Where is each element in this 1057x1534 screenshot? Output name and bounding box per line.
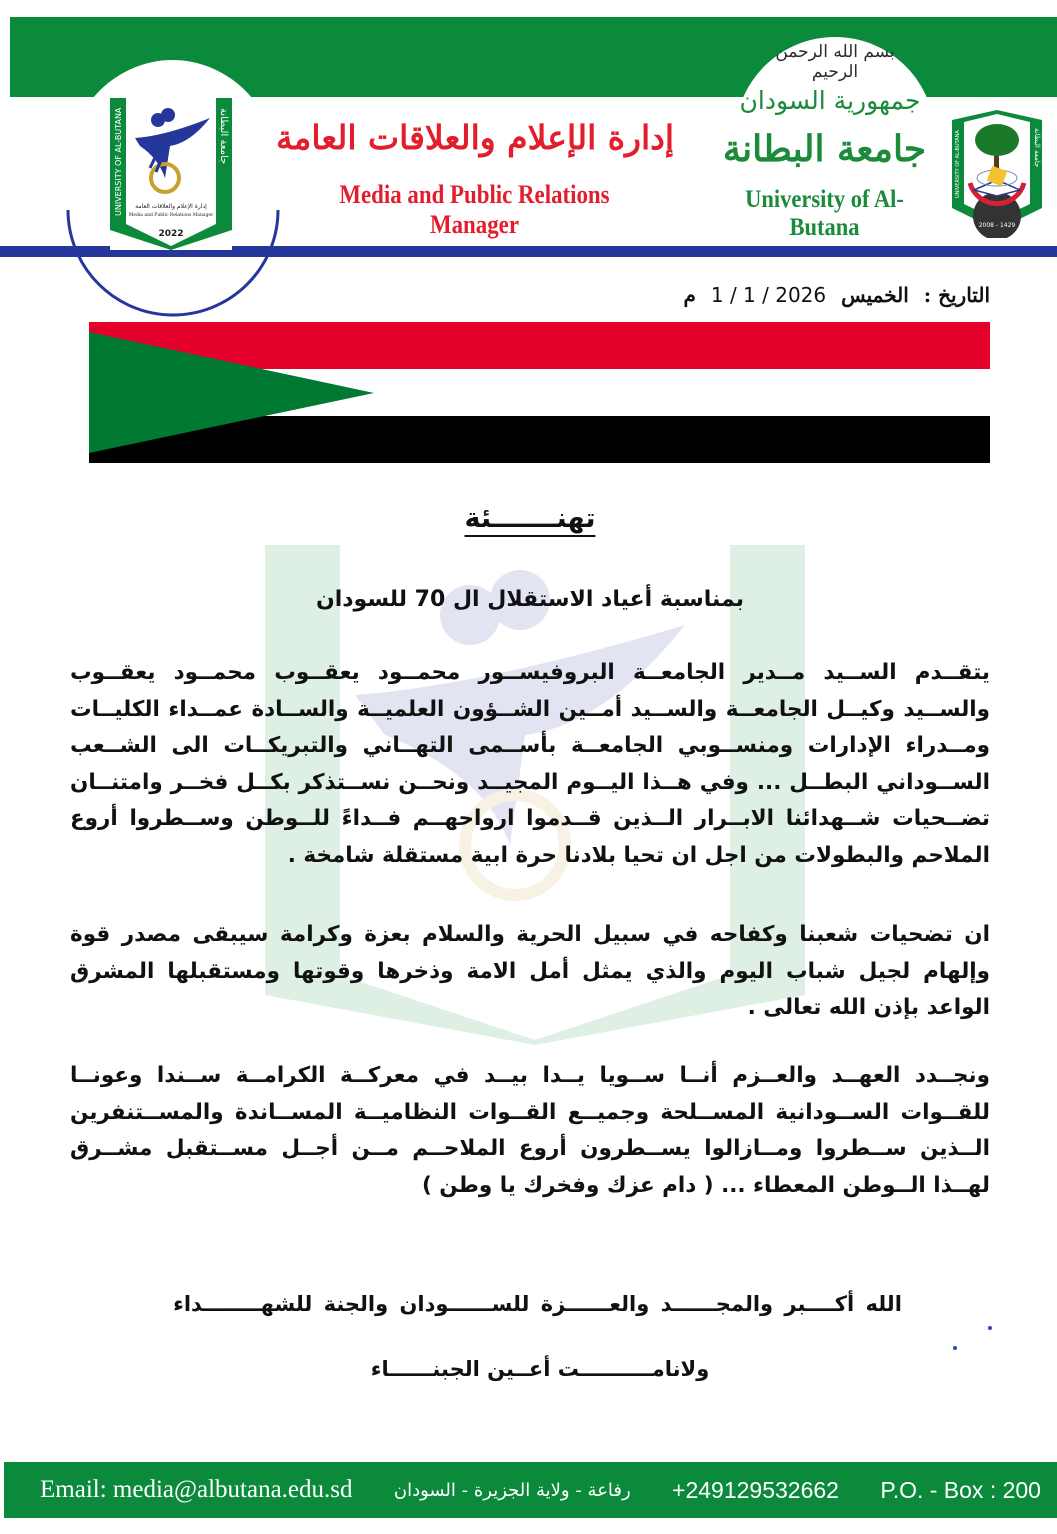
department-name-arabic: إدارة الإعلام والعلاقات العامة <box>275 118 675 157</box>
university-name-arabic: جامعة البطانة <box>722 128 927 170</box>
sudan-flag <box>89 322 990 463</box>
date-label: التاريخ : <box>923 283 990 307</box>
left-logo-side-ar: جامعة البطانة <box>218 108 229 165</box>
republic-name: جمهورية السودان <box>739 86 921 115</box>
date-value: 1 / 1 / 2026 <box>710 283 827 307</box>
left-logo-caption-en: Media and Public Relations Manager <box>128 213 214 218</box>
department-name-english: Media and Public Relations Manager <box>339 180 610 239</box>
paragraph-3: ونجــدد العهــد والعــزم أنــا ســويا يــدا بيــد في معركــة الكرامــة ســندا وعونــا للقــوات الســودانية المســلحة وجميــع القــوات النظاميــة المســاندة والمســتنفرين الــذين ســطروا ومــازالوا يســطرون أروع الملاحــم مــن أجــل مســتقبل مشــرق لهــذا الــوطن المعطاء ... ( دام عزك وفخرك يا وطن ) <box>70 1063 990 1198</box>
footer-phone[interactable]: +249129532662 <box>672 1476 839 1503</box>
date-day: الخميس <box>841 283 909 307</box>
emblem-years: 2008 - 1429 <box>978 222 1016 229</box>
closing-line-1: الله أكــــبر والمجــــــد والعــــــزة للســــــودان والجنة للشهــــــــداء <box>173 1292 902 1316</box>
media-department-logo <box>110 98 232 250</box>
date-suffix: م <box>683 283 696 307</box>
emblem-side-ar: جامعة البطانة <box>1033 128 1041 168</box>
letter-title: تهنـــــــئة <box>464 503 596 534</box>
footer-address: رفاعة - ولاية الجزيرة - السودان <box>393 1479 631 1501</box>
footer-contact-bar <box>4 1462 1057 1518</box>
paragraph-2: ان تضحيات شعبنا وكفاحه في سبيل الحرية والسلام بعزة وكرامة سيبقى مصدر قوة وإلهام لجيل شباب اليوم والذي يمثل أمل الامة وذخرها وقوتها ومستقبلها المشرق الواعد بإذن الله تعالى . <box>70 922 990 1020</box>
paragraph-1: يتقــدم الســيد مــدير الجامعــة البروفيســور محمــود يعقــوب محمــود يعقــوب والســيد وكيــل الجامعــة والســيد أمــين الشــؤون العلميــة والســادة عمــداء الكليــات ومــدراء الإدارات ومنســوبي الجامعــة بأســمى التهــاني والتبريكــات الى الشــعب الســوداني البطــل ... وفي هــذا اليــوم المجيــد ونحــن نســتذكر بكــل فخــر وامتنــان تضــحيات شــهدائنا الابــرار الــذين قــدموا ارواحهــم فــداءً للــوطن وســطروا أروع الملاحم والبطولات من اجل ان تحيا بلادنا حرة ابية مستقلة شامخة . <box>70 660 990 868</box>
decorative-dot <box>953 1346 957 1350</box>
university-emblem-logo <box>942 108 1052 238</box>
footer-email[interactable]: Email: media@albutana.edu.sd <box>40 1476 353 1503</box>
university-name-english: University of Al-Butana <box>745 186 904 241</box>
footer-po-box: P.O. - Box : 200 <box>880 1476 1041 1503</box>
emblem-side-en: UNIVERSITY OF AL-BUTANA <box>955 130 961 198</box>
bismillah-calligraphy: بسم الله الرحمن الرحيم <box>775 42 895 82</box>
left-logo-side-en: UNIVERSITY OF AL-BUTANA <box>114 107 123 216</box>
closing-line-2: ولانامــــــــــت أعــين الجبنــــــاء <box>370 1357 710 1381</box>
letter-subtitle: بمناسبة أعياد الاستقلال ال 70 للسودان <box>315 587 745 612</box>
left-logo-year: 2022 <box>158 229 184 239</box>
decorative-dot <box>988 1326 992 1330</box>
left-logo-caption-ar: إدارة الإعلام والعلاقات العامة <box>135 203 207 210</box>
date-line <box>560 283 990 307</box>
